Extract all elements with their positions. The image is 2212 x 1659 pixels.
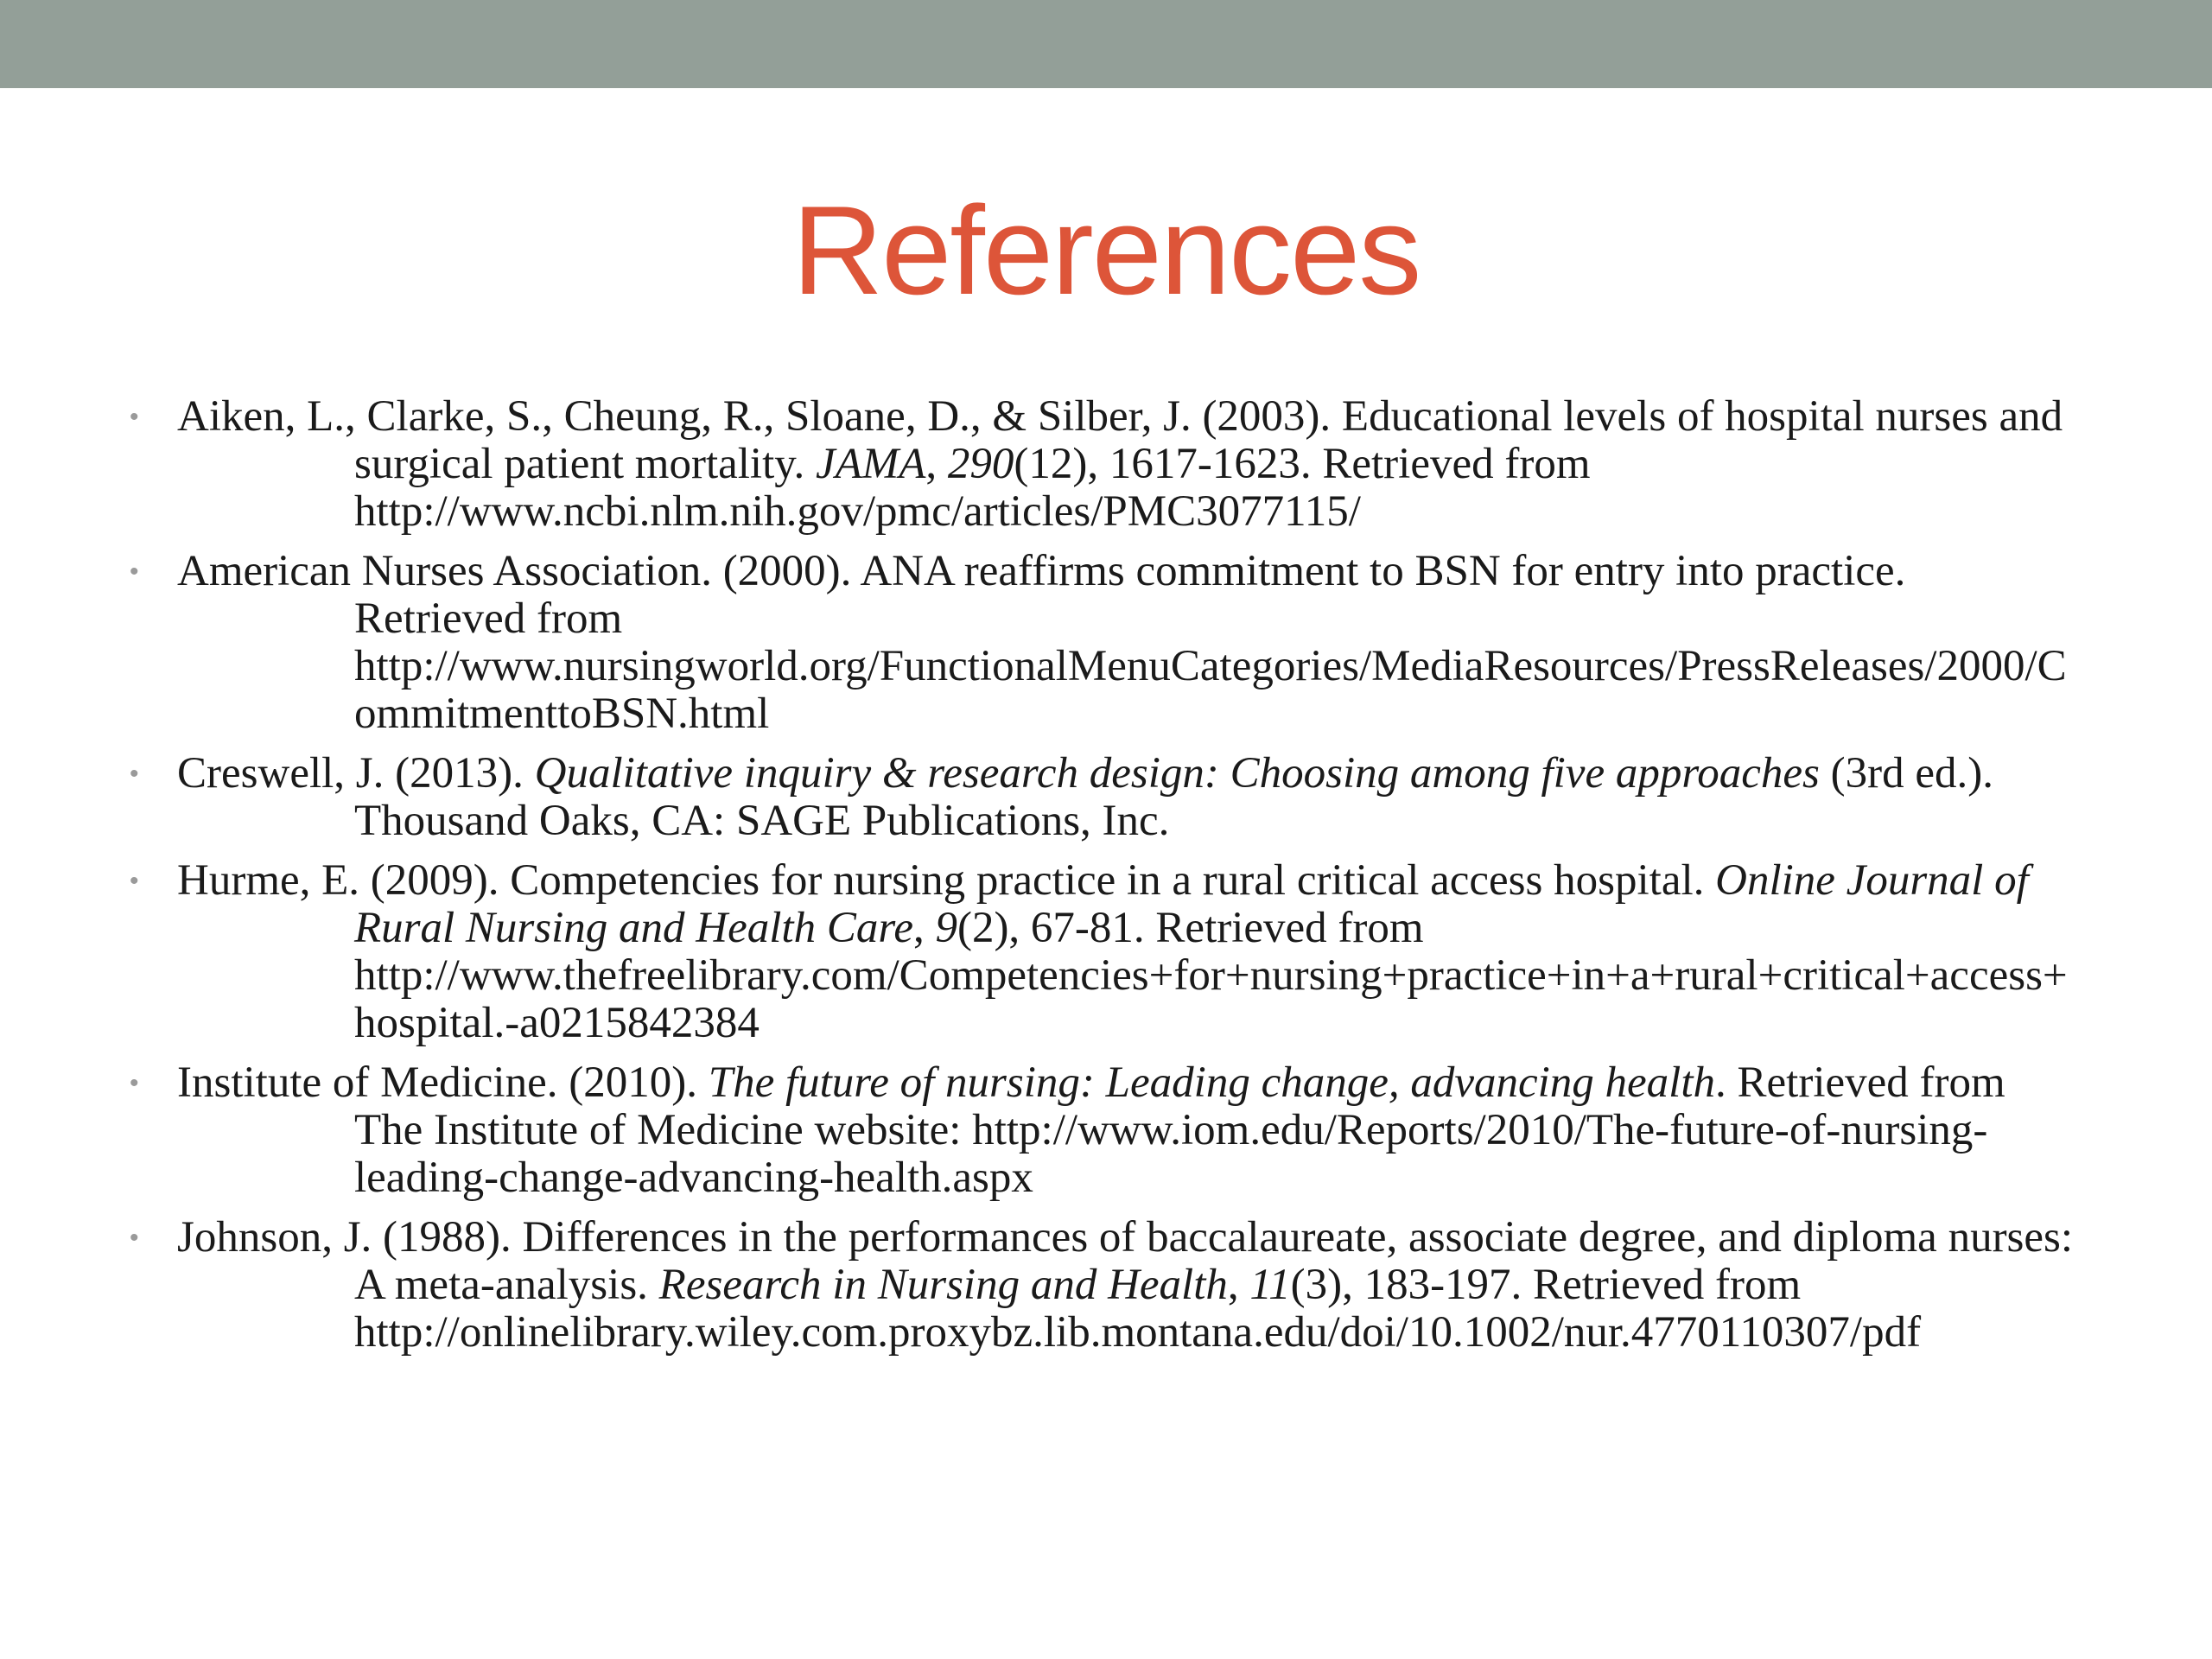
reference-text	[177, 1214, 2082, 1357]
citation-segment: ,	[1227, 1261, 1250, 1309]
citation-italic-segment: The future of nursing: Leading change, advancing health	[708, 1058, 1716, 1107]
top-color-band	[0, 0, 2212, 88]
bullet-icon: •	[130, 867, 139, 895]
citation-segment: (3), 183-197. Retrieved from http://onlinelibrary.wiley.com.proxybz.lib.montana.edu/doi/10.1002/nur.4770110307/pdf	[354, 1261, 1922, 1357]
citation-segment: Creswell, J. (2013).	[177, 749, 535, 798]
bullet-icon: •	[130, 557, 139, 586]
reference-text	[177, 750, 2082, 845]
citation-segment: Hurme, E. (2009). Competencies for nursing practice in a rural critical access hospital.	[177, 856, 1716, 905]
citation-segment: Institute of Medicine. (2010).	[177, 1058, 709, 1107]
reference-text	[177, 1059, 2082, 1202]
citation-segment: Aiken, L., Clarke, S., Cheung, R., Sloane, D., & Silber, J. (2003). Educational levels of hospital nurses and surgical patient mortality.	[177, 392, 2063, 488]
reference-text	[177, 548, 2082, 738]
reference-item	[130, 1214, 2082, 1357]
citation-italic-segment: 290	[947, 440, 1014, 488]
bullet-icon: •	[130, 1069, 139, 1097]
reference-item	[130, 750, 2082, 845]
reference-item	[130, 548, 2082, 738]
citation-italic-segment: 9	[935, 904, 957, 952]
citation-italic-segment: Qualitative inquiry & research design: Choosing among five approaches	[534, 749, 1820, 798]
citation-italic-segment: Research in Nursing and Health	[658, 1261, 1228, 1309]
reference-item	[130, 857, 2082, 1047]
citation-segment: . Retrieved from The Institute of Medicine website: http://www.iom.edu/Reports/2010/The-future-of-nursing-leading-change-advancing-health.aspx	[354, 1058, 2005, 1202]
bullet-icon: •	[130, 760, 139, 788]
citation-segment: (12), 1617-1623. Retrieved from http://www.ncbi.nlm.nih.gov/pmc/articles/PMC3077115/	[354, 440, 1591, 536]
bullet-icon: •	[130, 1224, 139, 1252]
reference-text	[177, 393, 2082, 536]
citation-segment: ,	[912, 904, 936, 952]
citation-italic-segment: Online Journal of Rural Nursing and Health Care	[354, 856, 2029, 952]
citation-italic-segment: JAMA	[815, 440, 926, 488]
citation-segment: ,	[925, 440, 948, 488]
reference-list	[130, 393, 2082, 1369]
citation-segment: (3rd ed.). Thousand Oaks, CA: SAGE Publications, Inc.	[354, 749, 1993, 845]
citation-segment: American Nurses Association. (2000). ANA reaffirms commitment to BSN for entry into practice. Retrieved from http://www.nursingworld.org/FunctionalMenuCategories/MediaResources/PressReleases/2000/CommitmenttoBSN.html	[177, 547, 2067, 738]
slide-title: References	[791, 180, 1421, 321]
citation-segment: (2), 67-81. Retrieved from http://www.thefreelibrary.com/Competencies+for+nursing+practice+in+a+rural+critical+access+hospital.-a0215842384	[354, 904, 2068, 1047]
reference-item	[130, 393, 2082, 536]
citation-segment: Johnson, J. (1988). Differences in the performances of baccalaureate, associate degree, and diploma nurses: A meta-analysis.	[177, 1213, 2074, 1309]
bullet-icon: •	[130, 403, 139, 431]
reference-item	[130, 1059, 2082, 1202]
reference-text	[177, 857, 2082, 1047]
citation-italic-segment: 11	[1249, 1261, 1291, 1309]
